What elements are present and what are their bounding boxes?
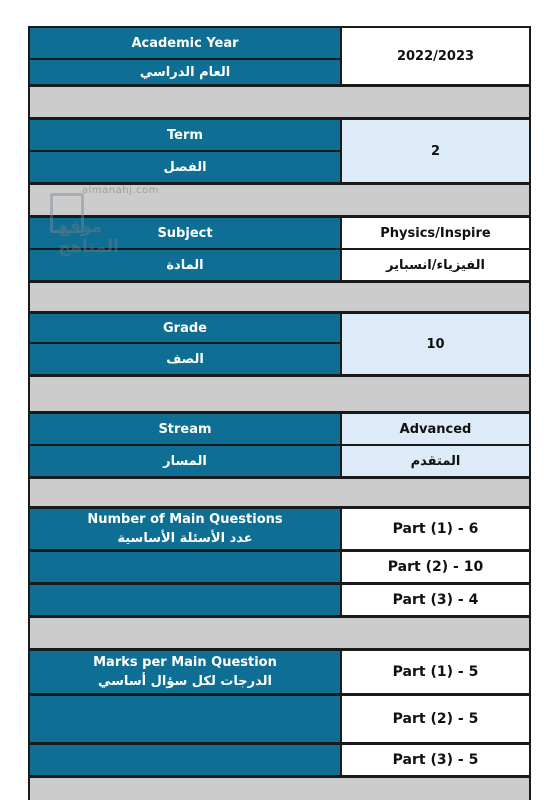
- watermark-site: almanahj.com: [82, 185, 159, 196]
- stream-value-en: Advanced: [342, 414, 529, 444]
- subject-label-ar: المادة: [30, 250, 340, 280]
- marks-label-en: Marks per Main Question: [93, 655, 277, 670]
- grade-value: 10: [342, 314, 529, 374]
- main-questions-blank: [30, 552, 340, 582]
- main-questions-blank: [30, 585, 340, 615]
- watermark-brand: موقع المناهج: [58, 217, 119, 257]
- term-value: 2: [342, 120, 529, 182]
- stream-label-en: Stream: [30, 414, 340, 444]
- academic-year-label-ar: العام الدراسي: [30, 60, 340, 84]
- marks-label-ar: الدرجات لكل سؤال أساسي: [98, 674, 272, 689]
- separator-row: [30, 87, 529, 117]
- subject-value-en: Physics/Inspire: [342, 218, 529, 248]
- main-questions-part-2: Part (2) - 10: [342, 552, 529, 582]
- subject-value-ar: الفيزياء/انسباير: [342, 250, 529, 280]
- separator-row: [30, 618, 529, 648]
- marks-part-1: Part (1) - 5: [342, 651, 529, 693]
- subject-label-en: Subject: [30, 218, 340, 248]
- stream-value-ar: المتقدم: [342, 446, 529, 476]
- stream-label-ar: المسار: [30, 446, 340, 476]
- separator-row: [30, 185, 529, 215]
- main-questions-label-en: Number of Main Questions: [87, 512, 283, 527]
- separator-row: [30, 778, 529, 800]
- marks-blank: [30, 745, 340, 775]
- academic-year-label-en: Academic Year: [30, 28, 340, 58]
- separator-row: [30, 377, 529, 411]
- grade-label-ar: الصف: [30, 344, 340, 374]
- term-label-ar: الفصل: [30, 152, 340, 182]
- marks-part-3: Part (3) - 5: [342, 745, 529, 775]
- main-questions-part-3: Part (3) - 4: [342, 585, 529, 615]
- separator-row: [30, 479, 529, 506]
- main-questions-label: [30, 509, 340, 549]
- exam-info-table: [28, 26, 531, 800]
- marks-blank: [30, 696, 340, 742]
- separator-row: [30, 283, 529, 311]
- marks-part-2: Part (2) - 5: [342, 696, 529, 742]
- main-questions-label-ar: عدد الأسئلة الأساسية: [117, 531, 253, 546]
- main-questions-part-1: Part (1) - 6: [342, 509, 529, 549]
- term-label-en: Term: [30, 120, 340, 150]
- academic-year-value: 2022/2023: [342, 28, 529, 84]
- marks-label: [30, 651, 340, 693]
- grade-label-en: Grade: [30, 314, 340, 342]
